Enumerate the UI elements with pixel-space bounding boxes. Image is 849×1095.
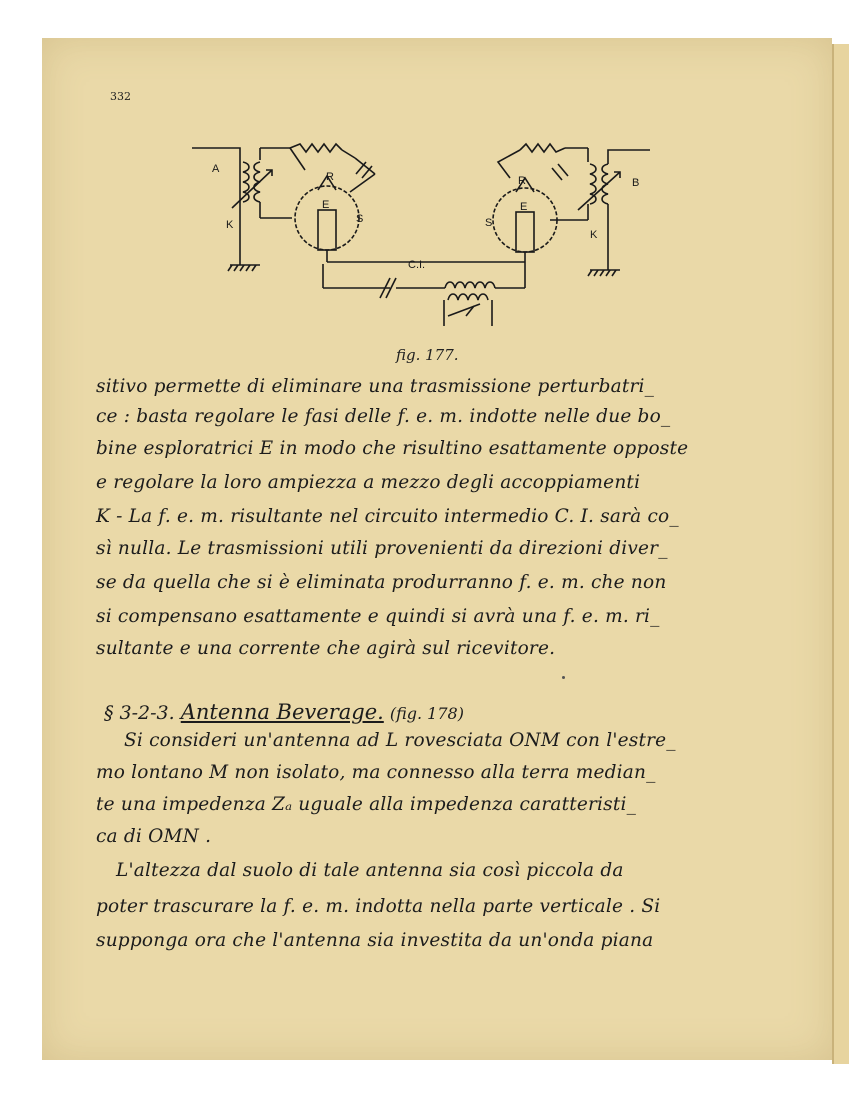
antenna-a-wire xyxy=(192,148,240,210)
section-figure-reference: (fig. 178) xyxy=(389,704,464,723)
body-line: Si consideri un'antenna ad L rovesciata ONM con l'estre_ xyxy=(124,730,676,751)
exploring-coil-left xyxy=(295,186,359,250)
label-r-right: R xyxy=(518,175,526,187)
section-heading xyxy=(104,700,464,724)
intermediate-coil xyxy=(445,282,495,288)
label-s-right: S xyxy=(485,217,493,229)
label-k-right: K xyxy=(590,229,598,241)
body-line: se da quella che si è eliminata produrranno f. e. m. che non xyxy=(96,572,667,593)
circuit-diagram xyxy=(180,140,660,330)
label-s-left: S xyxy=(356,213,364,225)
label-ci: C.I. xyxy=(408,259,426,271)
receiver-coil xyxy=(448,294,488,300)
resistor-r-right xyxy=(520,144,565,152)
section-title: Antenna Beverage. xyxy=(180,700,384,724)
figure-caption: fig. 177. xyxy=(396,346,459,364)
body-line: si compensano esattamente e quindi si avrà una f. e. m. ri_ xyxy=(96,606,660,627)
body-line: bine esploratrici E in modo che risultino esattamente opposte xyxy=(96,438,689,459)
adjacent-page-edge xyxy=(832,44,849,1064)
body-line: L'altezza dal suolo di tale antenna sia così piccola da xyxy=(116,860,624,881)
body-line: ca di OMN . xyxy=(96,826,212,847)
body-line: supponga ora che l'antenna sia investita da un'onda piana xyxy=(96,930,654,951)
label-e-right: E xyxy=(520,201,528,213)
body-line: poter trascurare la f. e. m. indotta nella parte verticale . Si xyxy=(96,896,661,917)
label-k-left: K xyxy=(226,219,234,231)
label-r-left: R xyxy=(326,171,334,183)
page-number: 332 xyxy=(110,90,131,103)
coupling-arrow-left xyxy=(232,170,272,208)
antenna-b-wire xyxy=(608,150,650,164)
section-number: § 3-2-3. xyxy=(104,702,175,724)
body-line: K - La f. e. m. risultante nel circuito intermedio C. I. sarà co_ xyxy=(96,506,679,527)
body-line: te una impedenza Zₐ uguale alla impedenza caratteristi_ xyxy=(96,794,637,815)
coupling-arrow-right xyxy=(578,172,620,210)
label-e-left: E xyxy=(322,199,330,211)
body-line: sultante e una corrente che agirà sul ricevitore. xyxy=(96,638,556,659)
ink-dot xyxy=(562,676,565,679)
body-line: mo lontano M non isolato, ma connesso alla terra median_ xyxy=(96,762,656,783)
exploring-coil-right xyxy=(493,188,557,252)
body-line: e regolare la loro ampiezza a mezzo degli accoppiamenti xyxy=(96,472,641,493)
body-line: sitivo permette di eliminare una trasmissione perturbatri_ xyxy=(96,376,655,397)
label-a: A xyxy=(212,163,220,175)
label-b: B xyxy=(632,177,640,189)
body-line: sì nulla. Le trasmissioni utili provenienti da direzioni diver_ xyxy=(96,538,668,559)
resistor-r-left xyxy=(290,144,342,152)
body-line: ce : basta regolare le fasi delle f. e. m. indotte nelle due bo_ xyxy=(96,406,671,427)
